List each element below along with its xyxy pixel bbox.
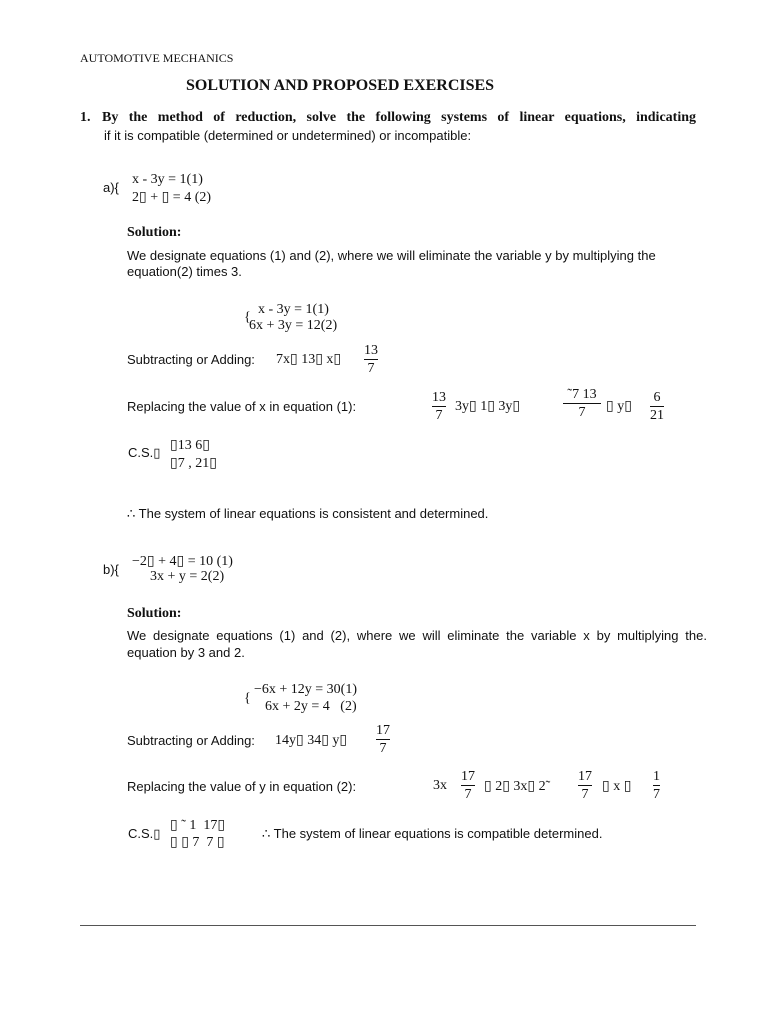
part-a-system-eq1: x - 3y = 1(1) xyxy=(258,302,329,317)
part-b-subtract-expr: 14y▯ 34▯ y▯ xyxy=(275,733,348,748)
part-a-eq2: 2▯ + ▯ = 4 (2) xyxy=(132,190,212,205)
part-b-explain-2: equation by 3 and 2. xyxy=(127,645,245,660)
part-b-eq1: −2▯ + 4▯ = 10 (1) xyxy=(132,554,233,569)
fraction-denominator: 7 xyxy=(578,405,586,420)
fraction-denominator: 7 xyxy=(379,741,387,756)
problem-line-2: if it is compatible (determined or undetermined) or incompatible: xyxy=(104,128,472,143)
part-b-system-eq2: 6x + 2y = 4 (2) xyxy=(265,699,357,714)
problem-number: 1. xyxy=(80,110,91,125)
fraction-numerator: 13 xyxy=(364,343,378,358)
part-b-cs-top: ▯ ˜ 1 17▯ xyxy=(170,818,226,833)
page-title: SOLUTION AND PROPOSED EXERCISES xyxy=(186,77,495,94)
part-a-replace-tail: ▯ y▯ xyxy=(606,399,632,414)
fraction-denominator: 7 xyxy=(653,787,660,802)
part-a-subtract-fraction xyxy=(364,343,378,376)
course-header: AUTOMOTIVE MECHANICS xyxy=(80,51,234,65)
part-b-cs-label: C.S.▯ xyxy=(128,826,161,841)
part-b-replace-pre: 3x xyxy=(433,778,447,793)
fraction-denominator: 7 xyxy=(435,408,443,423)
part-a-eq1: x - 3y = 1(1) xyxy=(132,172,203,187)
part-a-replace-fraction-3 xyxy=(650,390,664,423)
part-a-cs-top: ▯13 6▯ xyxy=(170,438,210,453)
part-a-solution-heading: Solution: xyxy=(127,225,182,240)
part-a-replace-label: Replacing the value of x in equation (1): xyxy=(127,399,357,414)
part-b-cs-bottom: ▯ ▯ 7 7 ▯ xyxy=(170,835,225,850)
part-b-replace-tail: ▯ x ▯ xyxy=(602,779,632,794)
part-a-cs-bottom: ▯7 , 21▯ xyxy=(170,456,217,471)
fraction-denominator: 21 xyxy=(650,408,664,423)
part-a-label: a){ xyxy=(103,180,119,195)
part-b-replace-fraction-3 xyxy=(653,769,660,802)
part-a-cs-label: C.S.▯ xyxy=(128,445,161,460)
part-b-conclusion: ∴ The system of linear equations is compatible determined. xyxy=(262,826,603,841)
fraction-denominator: 7 xyxy=(581,787,589,802)
part-b-subtract-label: Subtracting or Adding: xyxy=(127,733,255,748)
part-b-explain-1: We designate equations (1) and (2), where we will eliminate the variable x by multiplying the. xyxy=(127,628,707,643)
part-a-conclusion: ∴ The system of linear equations is consistent and determined. xyxy=(127,506,489,521)
fraction-denominator: 7 xyxy=(464,787,472,802)
fraction-numerator: 17 xyxy=(376,723,390,738)
part-a-subtract-label: Subtracting or Adding: xyxy=(127,352,255,367)
problem-line-1: By the method of reduction, solve the following systems of linear equations, indicating xyxy=(102,110,696,125)
part-a-explain-2: equation(2) times 3. xyxy=(127,264,242,279)
part-b-replace-mid: ▯ 2▯ 3x▯ 2̃ xyxy=(484,779,546,794)
part-a-subtract-expr: 7x▯ 13▯ x▯ xyxy=(276,352,342,367)
part-b-eq2: 3x + y = 2(2) xyxy=(150,569,225,584)
part-a-replace-fraction-2 xyxy=(563,387,601,420)
part-b-subtract-fraction xyxy=(376,723,390,756)
part-b-system-brace: { xyxy=(244,691,251,706)
fraction-numerator: ˜7 13 xyxy=(567,387,597,402)
fraction-denominator: 7 xyxy=(367,361,375,376)
part-b-system-eq1: −6x + 12y = 30(1) xyxy=(254,682,358,697)
fraction-numerator: 13 xyxy=(432,390,446,405)
footer-divider xyxy=(80,925,696,926)
part-b-label: b){ xyxy=(103,562,119,577)
fraction-numerator: 17 xyxy=(461,769,475,784)
part-a-replace-fraction-1 xyxy=(432,390,446,423)
part-a-replace-mid: 3y▯ 1▯ 3y▯ xyxy=(455,399,521,414)
part-b-solution-heading: Solution: xyxy=(127,606,182,621)
part-a-system-brace: { xyxy=(244,310,251,325)
fraction-numerator: 1 xyxy=(653,769,660,784)
part-b-replace-fraction-2 xyxy=(578,769,592,802)
fraction-numerator: 6 xyxy=(653,390,661,405)
fraction-numerator: 17 xyxy=(578,769,592,784)
part-a-explain-1: We designate equations (1) and (2), where we will eliminate the variable y by multiplying the xyxy=(127,248,656,263)
part-b-replace-fraction-1 xyxy=(461,769,475,802)
part-a-system-eq2: 6x + 3y = 12(2) xyxy=(249,318,338,333)
part-b-replace-label: Replacing the value of y in equation (2): xyxy=(127,779,357,794)
